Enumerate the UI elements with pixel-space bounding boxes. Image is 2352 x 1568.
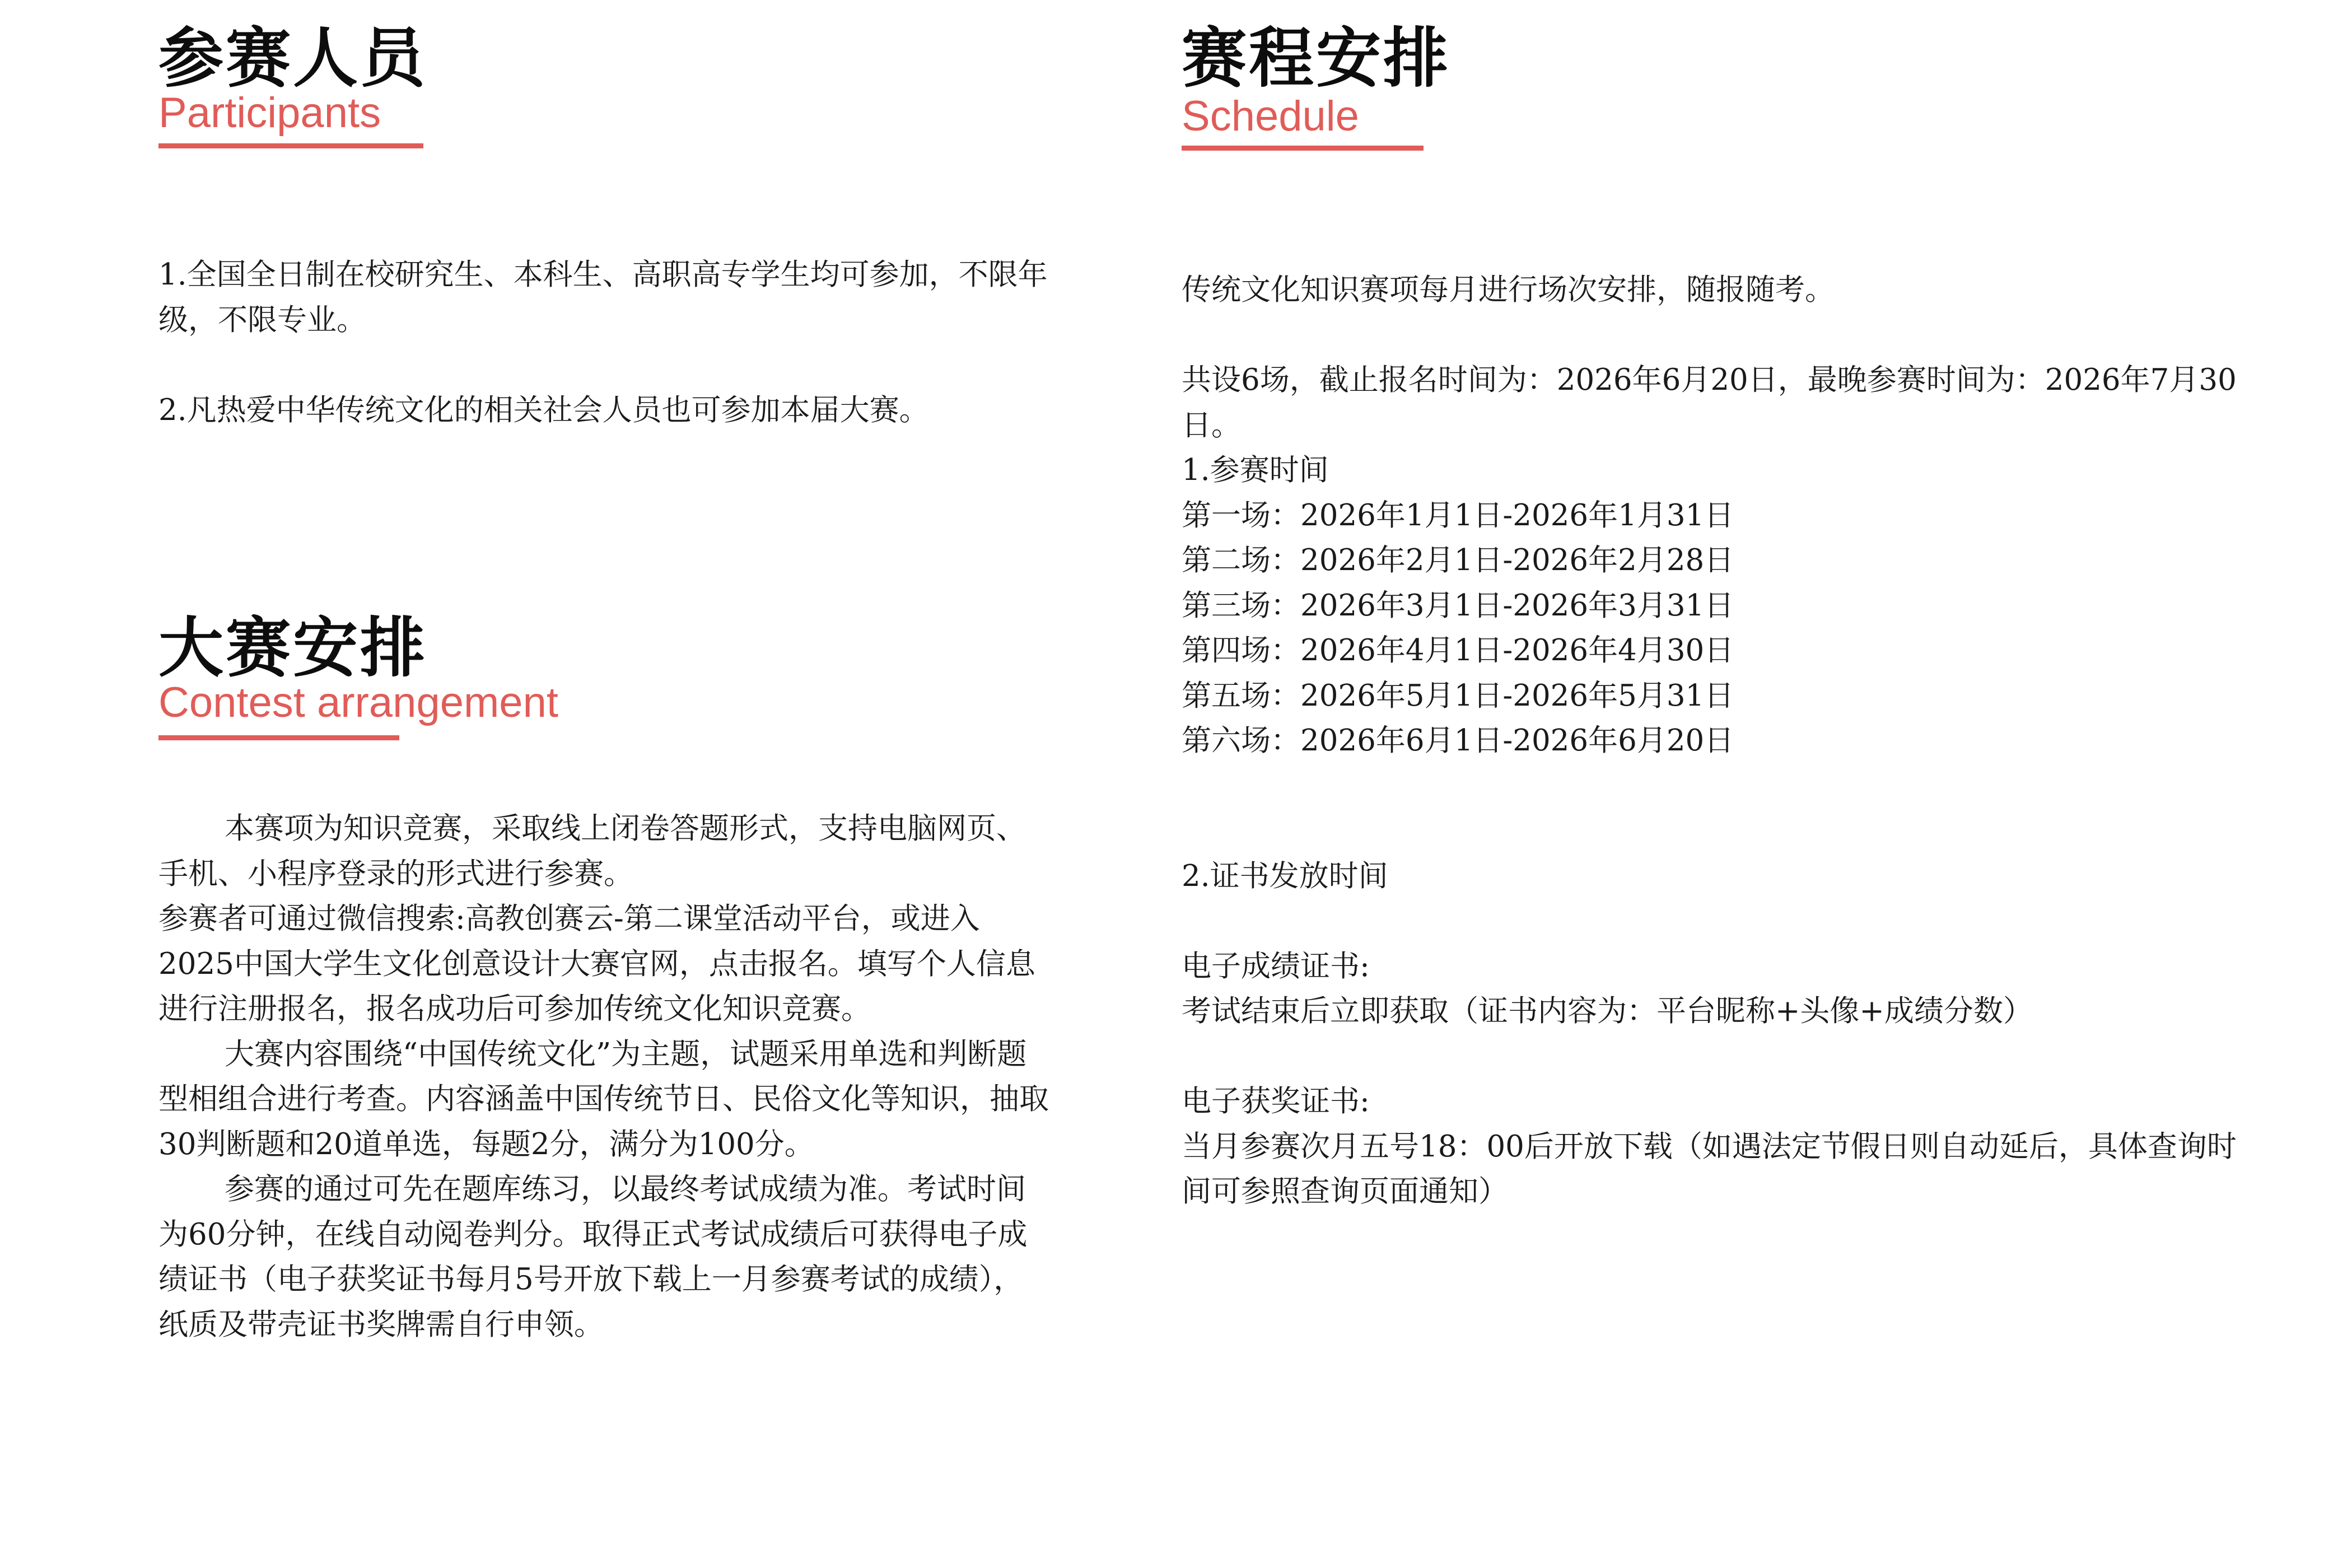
schedule-round-3: 第三场：2026年3月1日-2026年3月31日 xyxy=(1182,588,1734,623)
participants-item-1: 1.全国全日制在校研究生、本科生、高职高专学生均可参加，不限年级，不限专业。 xyxy=(158,258,1048,337)
schedule-cert-heading: 2.证书发放时间 xyxy=(1182,858,1388,893)
schedule-round-2: 第二场：2026年2月1日-2026年2月28日 xyxy=(1182,543,1734,577)
participants-underline xyxy=(158,143,423,148)
schedule-section xyxy=(1182,22,1450,151)
schedule-time-heading: 1.参赛时间 xyxy=(1182,453,1329,487)
participants-title: 参赛人员 xyxy=(158,21,427,96)
schedule-round-6: 第六场：2026年6月1日-2026年6月20日 xyxy=(1182,724,1734,758)
contest-body xyxy=(158,806,1049,1347)
contest-underline xyxy=(158,735,399,740)
schedule-round-1: 第一场：2026年1月1日-2026年1月31日 xyxy=(1182,498,1734,533)
contest-paragraph-4: 参赛的通过可先在题库练习，以最终考试成绩为准。考试时间为60分钟，在线自动阅卷判分。取得正式考试成绩后可获得电子成绩证书（电子获奖证书每月5号开放下载上一月参赛考试的成绩），纸质及带壳证书奖牌需自行申领。 xyxy=(158,1172,1028,1342)
participants-body xyxy=(158,253,1049,433)
contest-title: 大赛安排 xyxy=(158,610,427,686)
contest-paragraph-1: 本赛项为知识竞赛，采取线上闭卷答题形式，支持电脑网页、手机、小程序登录的形式进行参赛。 xyxy=(158,811,1026,891)
participants-item-2: 2.凡热爱中华传统文化的相关社会人员也可参加本届大赛。 xyxy=(158,393,929,427)
schedule-round-5: 第五场：2026年5月1日-2026年5月31日 xyxy=(1182,678,1734,713)
schedule-intro: 传统文化知识赛项每月进行场次安排，随报随考。 xyxy=(1182,273,1835,307)
participants-section xyxy=(158,22,427,148)
schedule-underline xyxy=(1182,146,1424,151)
schedule-subtitle: Schedule xyxy=(1182,92,1359,140)
contest-subtitle: Contest arrangement xyxy=(158,679,558,726)
schedule-summary: 共设6场，截止报名时间为：2026年6月20日，最晚参赛时间为：2026年7月30日。 xyxy=(1182,363,2237,442)
award-cert-text: 当月参赛次月五号18：00后开放下载（如遇法定节假日则自动延后，具体查询时间可参照查询页面通知） xyxy=(1182,1129,2237,1208)
schedule-title: 赛程安排 xyxy=(1182,21,1450,96)
participants-subtitle: Participants xyxy=(158,89,381,137)
award-cert-label: 电子获奖证书: xyxy=(1182,1084,1370,1118)
score-cert-label: 电子成绩证书: xyxy=(1182,949,1370,983)
schedule-round-4: 第四场：2026年4月1日-2026年4月30日 xyxy=(1182,633,1734,668)
contest-paragraph-2: 参赛者可通过微信搜索:高教创赛云-第二课堂活动平台，或进入2025中国大学生文化创意设计大赛官网，点击报名。填写个人信息进行注册报名，报名成功后可参加传统文化知识竞赛。 xyxy=(158,902,1035,1026)
contest-paragraph-3: 大赛内容围绕“中国传统文化”为主题，试题采用单选和判断题型相组合进行考查。内容涵盖中国传统节日、民俗文化等知识，抽取30判断题和20道单选，每题2分，满分为100分。 xyxy=(158,1037,1049,1161)
score-cert-text: 考试结束后立即获取（证书内容为：平台昵称+头像+成绩分数） xyxy=(1182,994,2033,1028)
schedule-body xyxy=(1182,268,2262,1215)
contest-section xyxy=(158,612,558,740)
